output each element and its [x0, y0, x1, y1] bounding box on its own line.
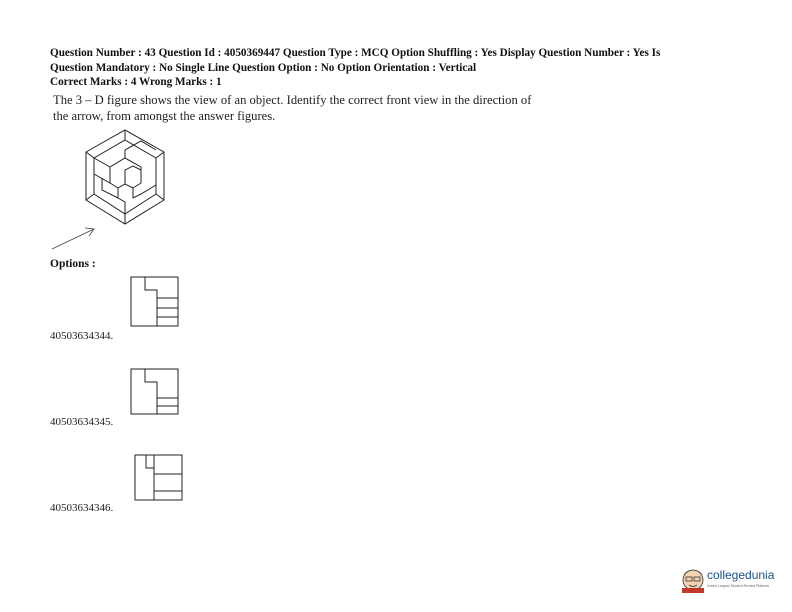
logo-tagline: India's Largest Student Review Platform	[707, 584, 770, 588]
question-text	[53, 93, 613, 124]
step-face-4	[110, 183, 125, 214]
option-figure-2[interactable]	[130, 368, 180, 416]
metadata-line-1: Question Number : 43 Question Id : 4050369447 Question Type : MCQ Option Shuffling : Yes Display Question Number : Yes Is	[50, 47, 661, 59]
step-face-2	[110, 158, 141, 183]
option-id-2[interactable]: 40503634345.	[50, 416, 114, 428]
direction-arrow	[52, 228, 94, 249]
step-face-5	[133, 183, 156, 198]
outer-hexagon	[86, 130, 164, 224]
step-face-3	[125, 141, 156, 158]
step-face-6	[118, 184, 133, 188]
option-id-3[interactable]: 40503634346.	[50, 502, 114, 514]
logo-mascot-icon	[680, 566, 706, 594]
question-text-line-2: the arrow, from amongst the answer figures.	[53, 108, 276, 123]
option-figure-3[interactable]	[134, 454, 184, 502]
step-face-7	[102, 178, 118, 198]
collegedunia-logo	[680, 566, 780, 596]
options-label: Options :	[50, 258, 96, 270]
option-id-1[interactable]: 40503634344.	[50, 330, 114, 342]
step-face-8	[125, 166, 141, 184]
step-face-1	[94, 158, 110, 183]
logo-wordmark: collegedunia	[707, 568, 775, 582]
marks-line: Correct Marks : 4 Wrong Marks : 1	[50, 76, 222, 88]
metadata-line-2: Question Mandatory : No Single Line Question Option : No Option Orientation : Vertical	[50, 61, 477, 74]
inner-hexagon	[94, 140, 156, 214]
question-text-line-1: The 3 – D figure shows the view of an object. Identify the correct front view in the direction of	[53, 93, 532, 107]
question-metadata	[50, 46, 750, 90]
option-figure-1[interactable]	[130, 276, 180, 328]
